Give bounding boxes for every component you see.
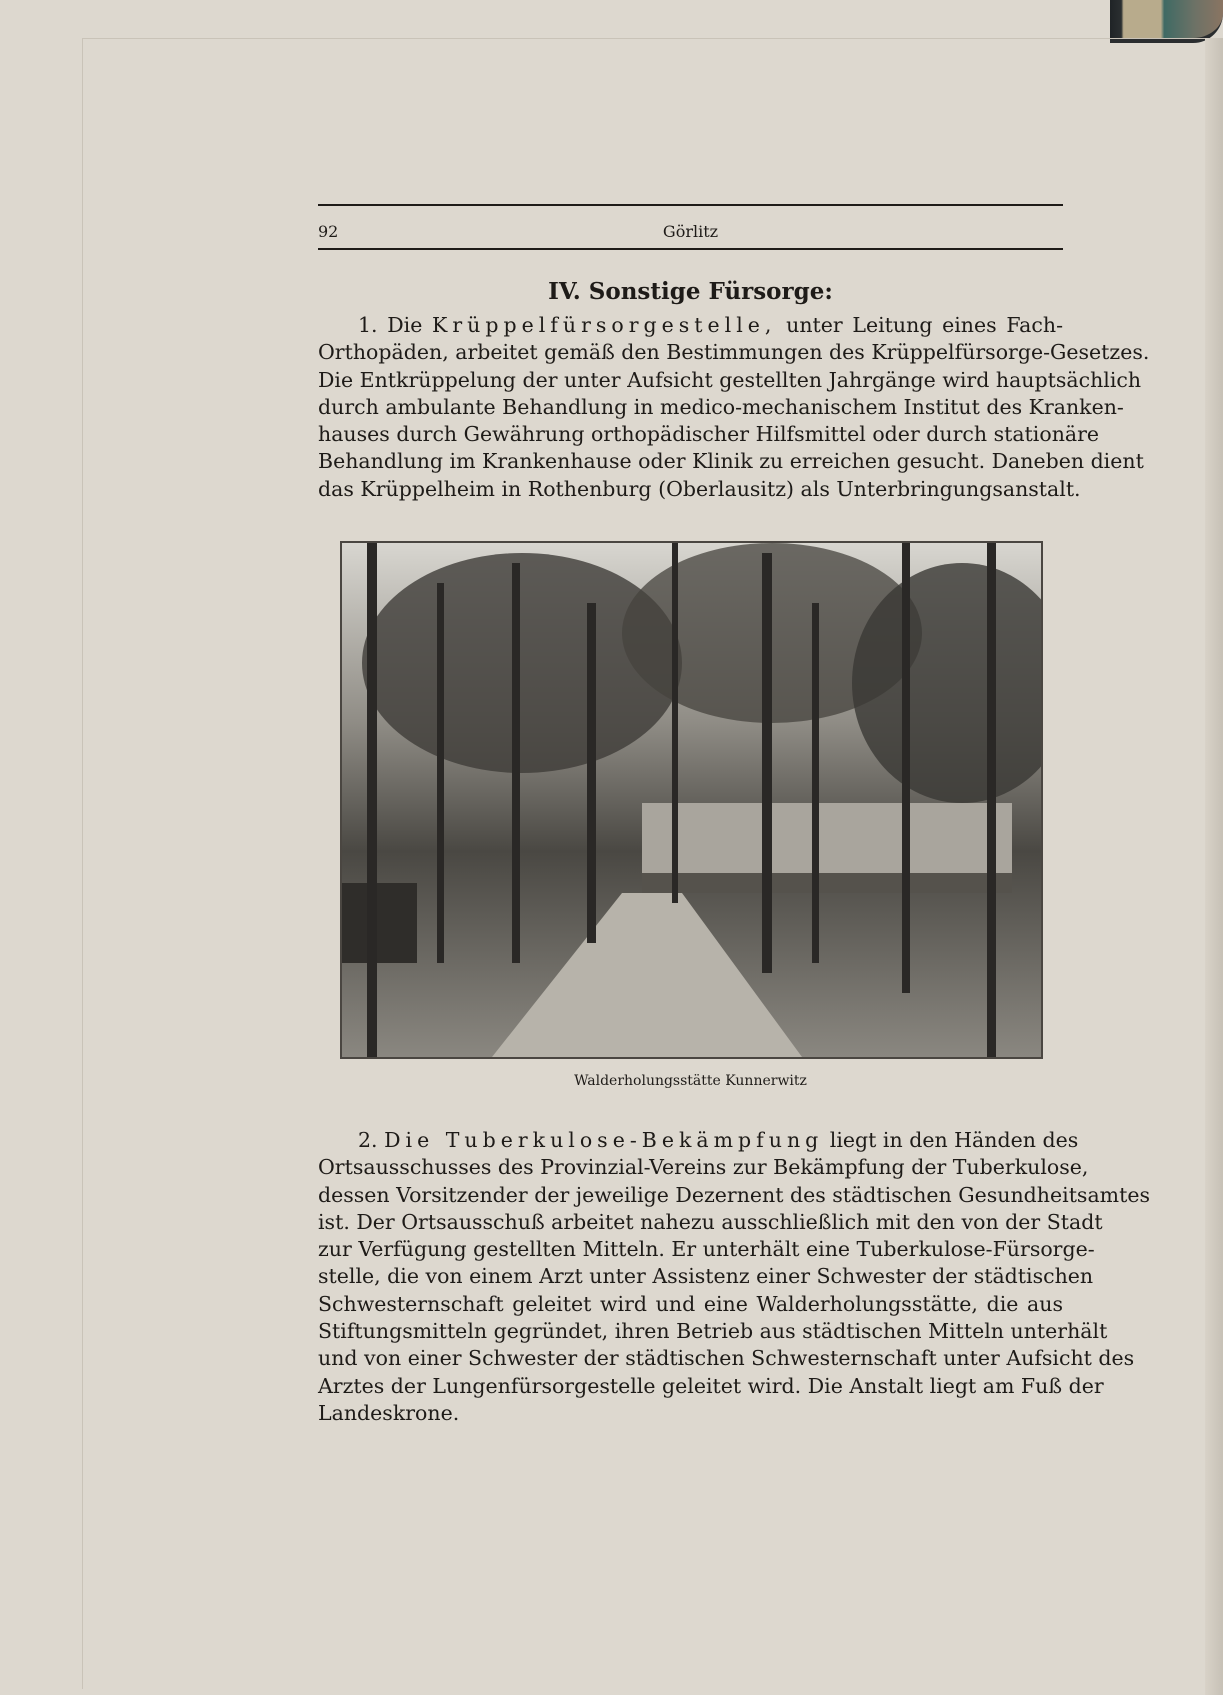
section-heading: IV. Sonstige Fürsorge: [548, 278, 833, 305]
paragraph-2 [318, 1127, 1151, 1427]
text-line: Behandlung im Krankenhause oder Klinik zu erreichen gesucht. Daneben dient [318, 449, 1144, 474]
text-line: Arztes der Lungenfürsorgestelle geleitet wird. Die Anstalt liegt am Fuß der [318, 1373, 1104, 1398]
text-line: ist. Der Ortsausschuß arbeitet nahezu ausschließlich mit den von der Stadt [318, 1209, 1103, 1234]
photo-caption: Walderholungsstätte Kunnerwitz [574, 1073, 807, 1089]
text-line: dessen Vorsitzender der jeweilige Dezernent des städtischen Gesundheitsamtes [318, 1182, 1151, 1207]
text-line: hauses durch Gewährung orthopädischer Hilfsmittel oder durch stationäre [318, 422, 1100, 447]
text-line: Stiftungsmitteln gegründet, ihren Betrieb aus städtischen Mitteln unterhält [318, 1319, 1108, 1344]
text-line: zur Verfügung gestellten Mitteln. Er unterhält eine Tuberkulose-Fürsorge- [318, 1237, 1095, 1262]
text-line: Ortsausschusses des Provinzial-Vereins zur Bekämpfung der Tuberkulose, [318, 1155, 1089, 1180]
text-line: Orthopäden, arbeitet gemäß den Bestimmungen des Krüppelfürsorge-Gesetzes. [318, 340, 1150, 365]
running-title: Görlitz [662, 222, 719, 241]
header-bottom-rule [318, 248, 1063, 250]
header-top-rule [318, 204, 1063, 206]
book-edge [1110, 0, 1223, 43]
text-line: Landeskrone. [318, 1400, 460, 1425]
text-line: Schwesternschaft geleitet wird und eine Walderholungsstätte, die aus [318, 1291, 1063, 1316]
page-number: 92 [318, 222, 339, 241]
text-line: 1. Die Krüppelfürsorgestelle, unter Leitung eines Fach- [358, 313, 1063, 337]
page-edge-shadow [1205, 38, 1223, 1695]
text-line: Die Entkrüppelung der unter Aufsicht gestellten Jahrgänge wird hauptsächlich [318, 367, 1142, 392]
text-line: durch ambulante Behandlung in medico-mechanischem Institut des Kranken- [318, 394, 1124, 419]
text-line: und von einer Schwester der städtischen Schwesternschaft unter Aufsicht des [318, 1346, 1135, 1371]
text-line: 2. Die Tuberkulose-Bekämpfung liegt in den Händen des [358, 1128, 1079, 1152]
text-line: stelle, die von einem Arzt unter Assistenz einer Schwester der städtischen [318, 1264, 1094, 1289]
text-line: das Krüppelheim in Rothenburg (Oberlausitz) als Unterbringungsanstalt. [318, 476, 1081, 501]
paragraph-1 [318, 312, 1150, 503]
forest-photo [340, 541, 1043, 1059]
